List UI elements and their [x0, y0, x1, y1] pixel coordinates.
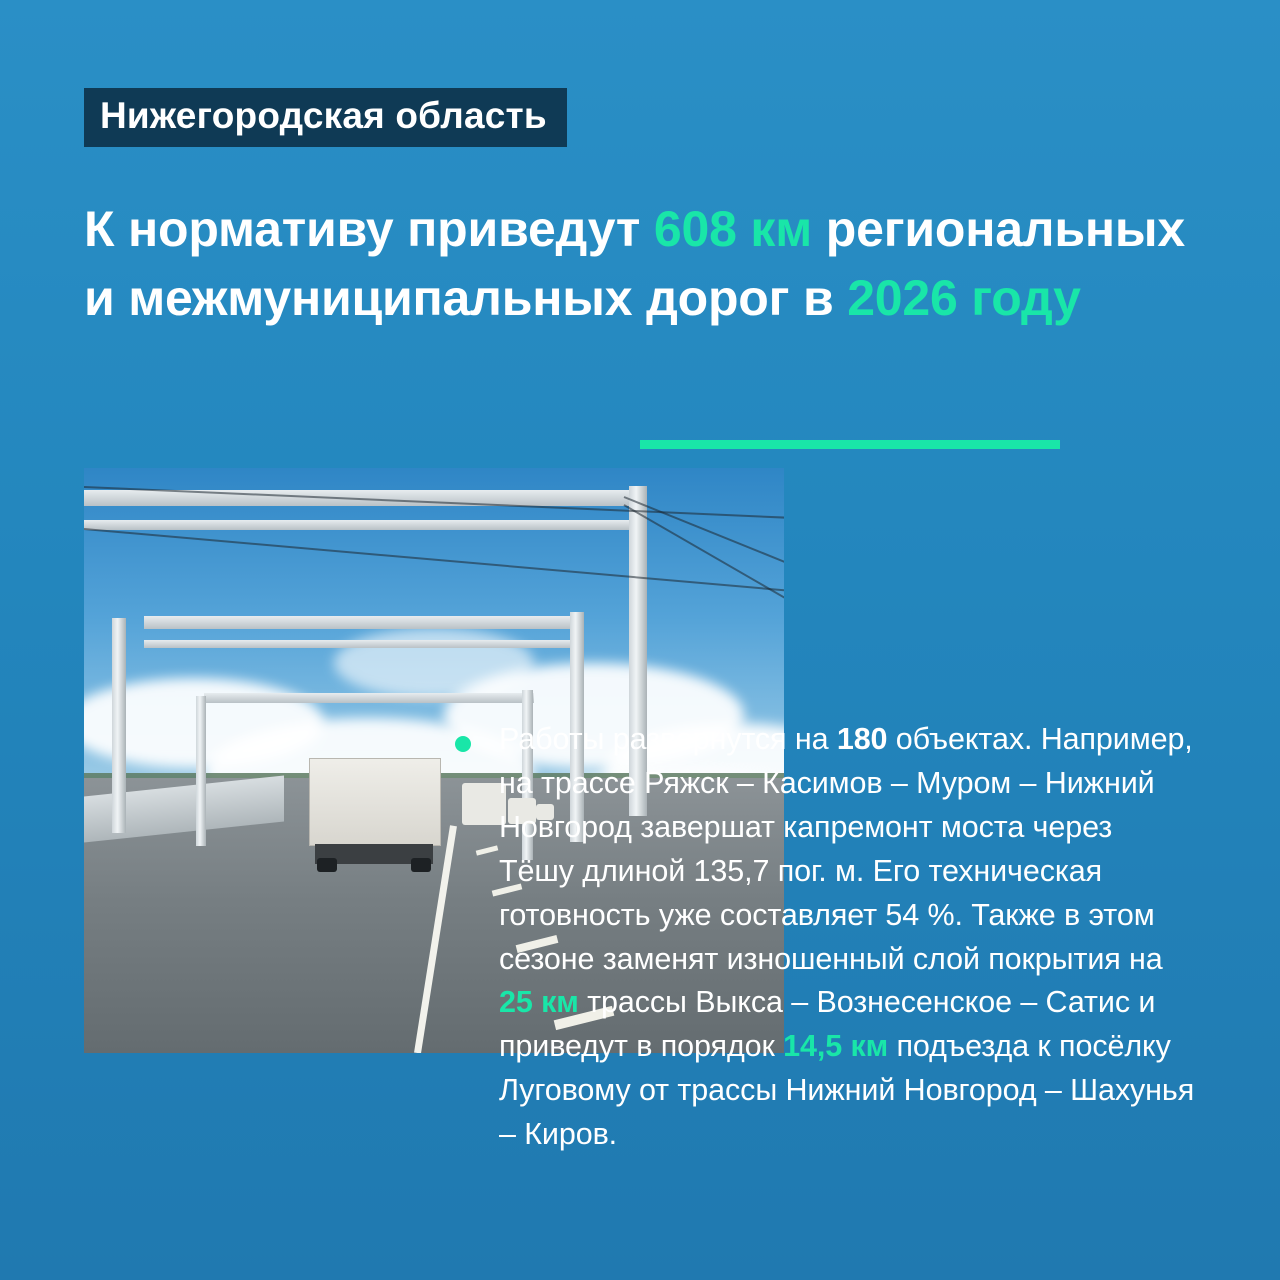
bullet-dot-icon — [455, 736, 471, 752]
body-text-segment-3: 25 км — [499, 985, 579, 1020]
page-title — [84, 195, 1224, 332]
gantry-pole — [196, 696, 206, 846]
gantry-beam — [204, 693, 534, 703]
body-paragraph — [499, 718, 1195, 1157]
body-text-segment-6: подъезда к посёлку Луговому от трассы Нижний Новгород – Шахунья – Киров. — [499, 1029, 1195, 1152]
headline-part-1: К нормативу приведут — [84, 201, 654, 257]
gantry-truss — [84, 520, 644, 530]
gantry-truss — [144, 640, 584, 648]
truck-wheel — [317, 858, 337, 872]
gantry-pole — [112, 618, 126, 833]
truck — [309, 758, 439, 873]
truck-wheel — [411, 858, 431, 872]
body-text-segment-2: объектах. Например, на трассе Ряжск – Касимов – Муром – Нижний Новгород завершат капремонт моста через Тёшу длиной 135,7 пог. м. Его техническая готовность уже составляет 54 %. Также в этом сезоне заменят изношенный слой покрытия на — [499, 722, 1193, 976]
gantry-beam — [144, 616, 584, 629]
region-badge: Нижегородская область — [84, 88, 567, 147]
headline-accent-distance: 608 км — [653, 201, 813, 257]
body-text-segment-4: трассы Выкса – Вознесенское – Сатис и приведут в порядок — [499, 985, 1156, 1064]
body-text-block — [455, 718, 1195, 1157]
body-text-segment-1: 180 — [836, 722, 888, 756]
body-text-segment-0: Работы развернутся на — [499, 722, 837, 756]
truck-body — [309, 758, 441, 846]
headline-part-2: региональных и межмуниципальных дорог в — [84, 201, 1186, 326]
headline-accent-year: 2026 году — [847, 269, 1081, 326]
accent-divider — [640, 440, 1060, 449]
body-text-segment-5: 14,5 км — [783, 1029, 889, 1064]
